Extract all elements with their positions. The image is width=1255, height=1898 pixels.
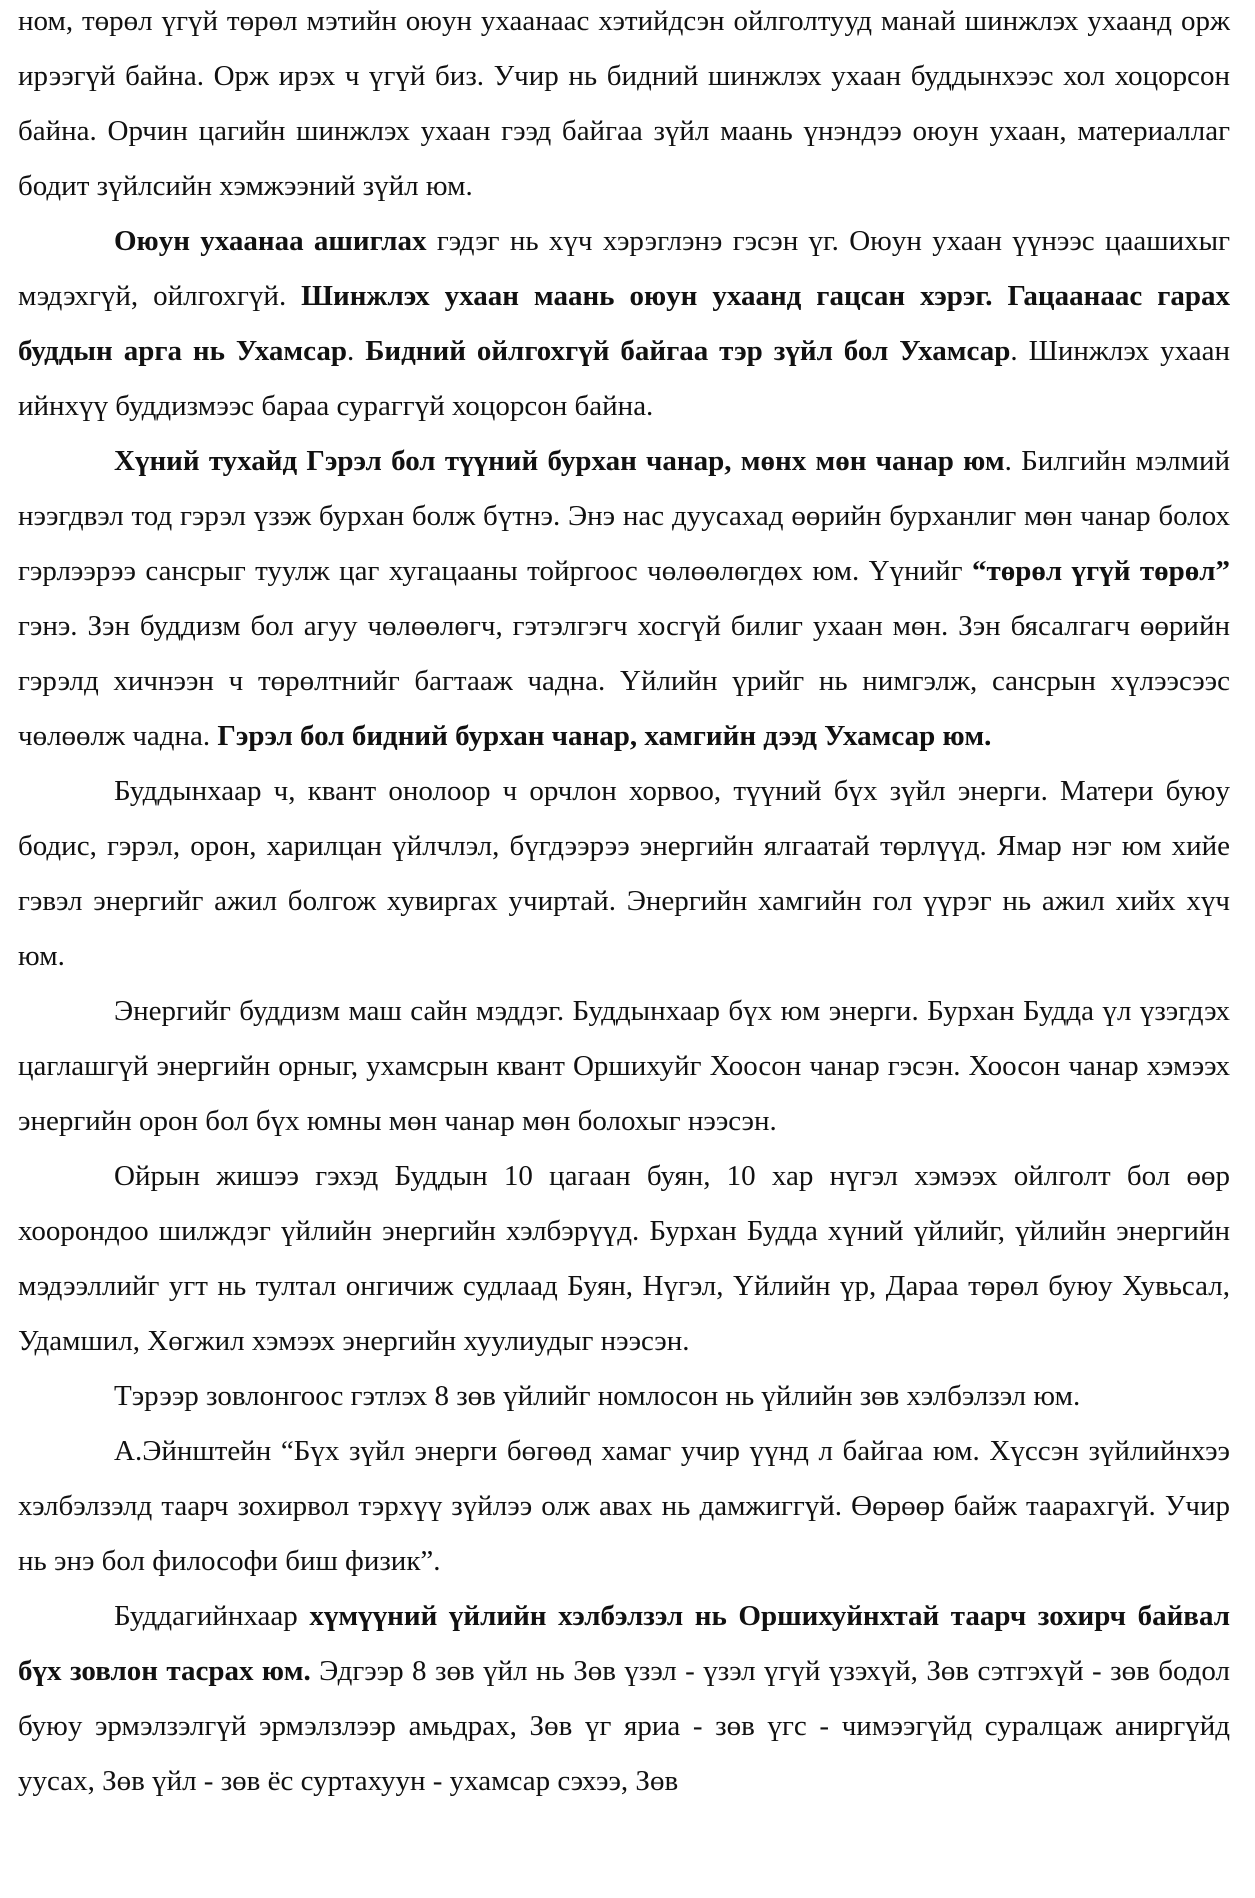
paragraph-8 [18, 1424, 1230, 1589]
paragraph-7 [18, 1369, 1230, 1424]
bold-text-span: Гэрэл бол бидний бурхан чанар, хамгийн дээд Ухамсар юм. [217, 720, 992, 752]
text-span: гэнэ. Зэн буддизм бол агуу чөлөөлөгч, гэтэлгэгч хосгүй билиг ухаан мөн. Зэн бясалгагч өөрийн гэрэлд хичнээн ч төрөлтнийг багтааж чадна. Үйлийн үрийг нь нимгэлж, сансрын хүлээсээс чөлөөлж чадна. [18, 610, 1230, 752]
text-span: А.Эйнштейн “Бүх зүйл энерги бөгөөд хамаг учир үүнд л байгаа юм. Хүссэн зүйлийнхээ хэлбэлзэлд таарч зохирвол тэрхүү зүйлээ олж авах нь дамжиггүй. Өөрөөр байж таарахгүй. Учир нь энэ бол философи биш физик”. [18, 1435, 1230, 1577]
document-page [18, 0, 1230, 1809]
bold-text-span: Хүний тухайд Гэрэл бол түүний бурхан чанар, мөнх мөн чанар юм [114, 445, 1005, 477]
text-span: Ойрын жишээ гэхэд Буддын 10 цагаан буян, 10 хар нүгэл хэмээх ойлголт бол өөр хоорондоо шилждэг үйлийн энергийн хэлбэрүүд. Бурхан Будда хүний үйлийг, үйлийн энергийн мэдээллийг угт нь тултал онгичиж судлаад Буян, Нүгэл, Үйлийн үр, Дараа төрөл буюу Хувьсал, Удамшил, Хөгжил хэмээх энергийн хуулиудыг нээсэн. [18, 1160, 1230, 1357]
text-span: Энергийг буддизм маш сайн мэддэг. Буддынхаар бүх юм энерги. Бурхан Будда үл үзэгдэх цаглашгүй энергийн орныг, ухамсрын квант Оршихуйг Хоосон чанар гэсэн. Хоосон чанар хэмээх энергийн орон бол бүх юмны мөн чанар мөн болохыг нээсэн. [18, 995, 1230, 1137]
paragraph-9 [18, 1589, 1230, 1809]
text-span: Буддагийнхаар [114, 1600, 310, 1632]
text-span: . Билгийн мэлмий нээгдвэл тод гэрэл үзэж бурхан болж бүтнэ. Энэ нас дуусахад өөрийн бурханлиг мөн чанар болох гэрлээрээ сансрыг туулж цаг хугацааны тойргоос чөлөөлөгдөх юм. Үүнийг [18, 445, 1230, 587]
paragraph-3 [18, 434, 1230, 764]
paragraph-5 [18, 984, 1230, 1149]
bold-text-span: “төрөл үгүй төрөл” [971, 555, 1231, 587]
bold-text-span: Шинжлэх ухаан маань оюун ухаанд гацсан хэрэг. Гацаанаас гарах буддын арга нь Ухамсар [18, 280, 1230, 367]
text-span: гэдэг нь хүч хэрэглэнэ гэсэн үг. Оюун ухаан үүнээс цаашихыг мэдэхгүй, ойлгохгүй. [18, 225, 1230, 312]
paragraph-4 [18, 764, 1230, 984]
paragraph-1 [18, 0, 1230, 214]
paragraph-6 [18, 1149, 1230, 1369]
text-span: . Шинжлэх ухаан ийнхүү буддизмээс бараа сураггүй хоцорсон байна. [18, 335, 1231, 422]
text-span: Эдгээр 8 зөв үйл нь Зөв үзэл - үзэл үгүй үзэхүй, Зөв сэтгэхүй - зөв бодол буюу эрмэлзэлгүй эрмэлзлээр амьдрах, Зөв үг яриа - зөв үгс - чимээгүйд суралцаж аниргүйд уусах, Зөв үйл - зөв ёс суртахуун - ухамсар сэхээ, Зөв [18, 1655, 1230, 1797]
text-span: . [347, 335, 366, 367]
text-span: ном, төрөл үгүй төрөл мэтийн оюун ухаанаас хэтийдсэн ойлголтууд манай шинжлэх ухаанд орж ирээгүй байна. Орж ирэх ч үгүй биз. Учир нь бидний шинжлэх ухаан буддынхээс хол хоцорсон байна. Орчин цагийн шинжлэх ухаан гээд байгаа зүйл маань үнэндээ оюун ухаан, материаллаг бодит зүйлсийн хэмжээний зүйл юм. [18, 5, 1230, 202]
text-span: Буддынхаар ч, квант онолоор ч орчлон хорвоо, түүний бүх зүйл энерги. Матери буюу бодис, гэрэл, орон, харилцан үйлчлэл, бүгдээрээ энергийн ялгаатай төрлүүд. Ямар нэг юм хийе гэвэл энергийг ажил болгож хувиргах учиртай. Энергийн хамгийн гол үүрэг нь ажил хийх хүч юм. [18, 775, 1230, 972]
text-span: Тэрээр зовлонгоос гэтлэх 8 зөв үйлийг номлосон нь үйлийн зөв хэлбэлзэл юм. [114, 1380, 1081, 1412]
paragraph-2 [18, 214, 1230, 434]
bold-text-span: хүмүүний үйлийн хэлбэлзэл нь Оршихуйнхтай таарч зохирч байвал бүх зовлон тасрах юм. [18, 1600, 1230, 1687]
bold-text-span: Оюун ухаанаа ашиглах [114, 225, 427, 257]
bold-text-span: Бидний ойлгохгүй байгаа тэр зүйл бол Ухамсар [365, 335, 1011, 367]
